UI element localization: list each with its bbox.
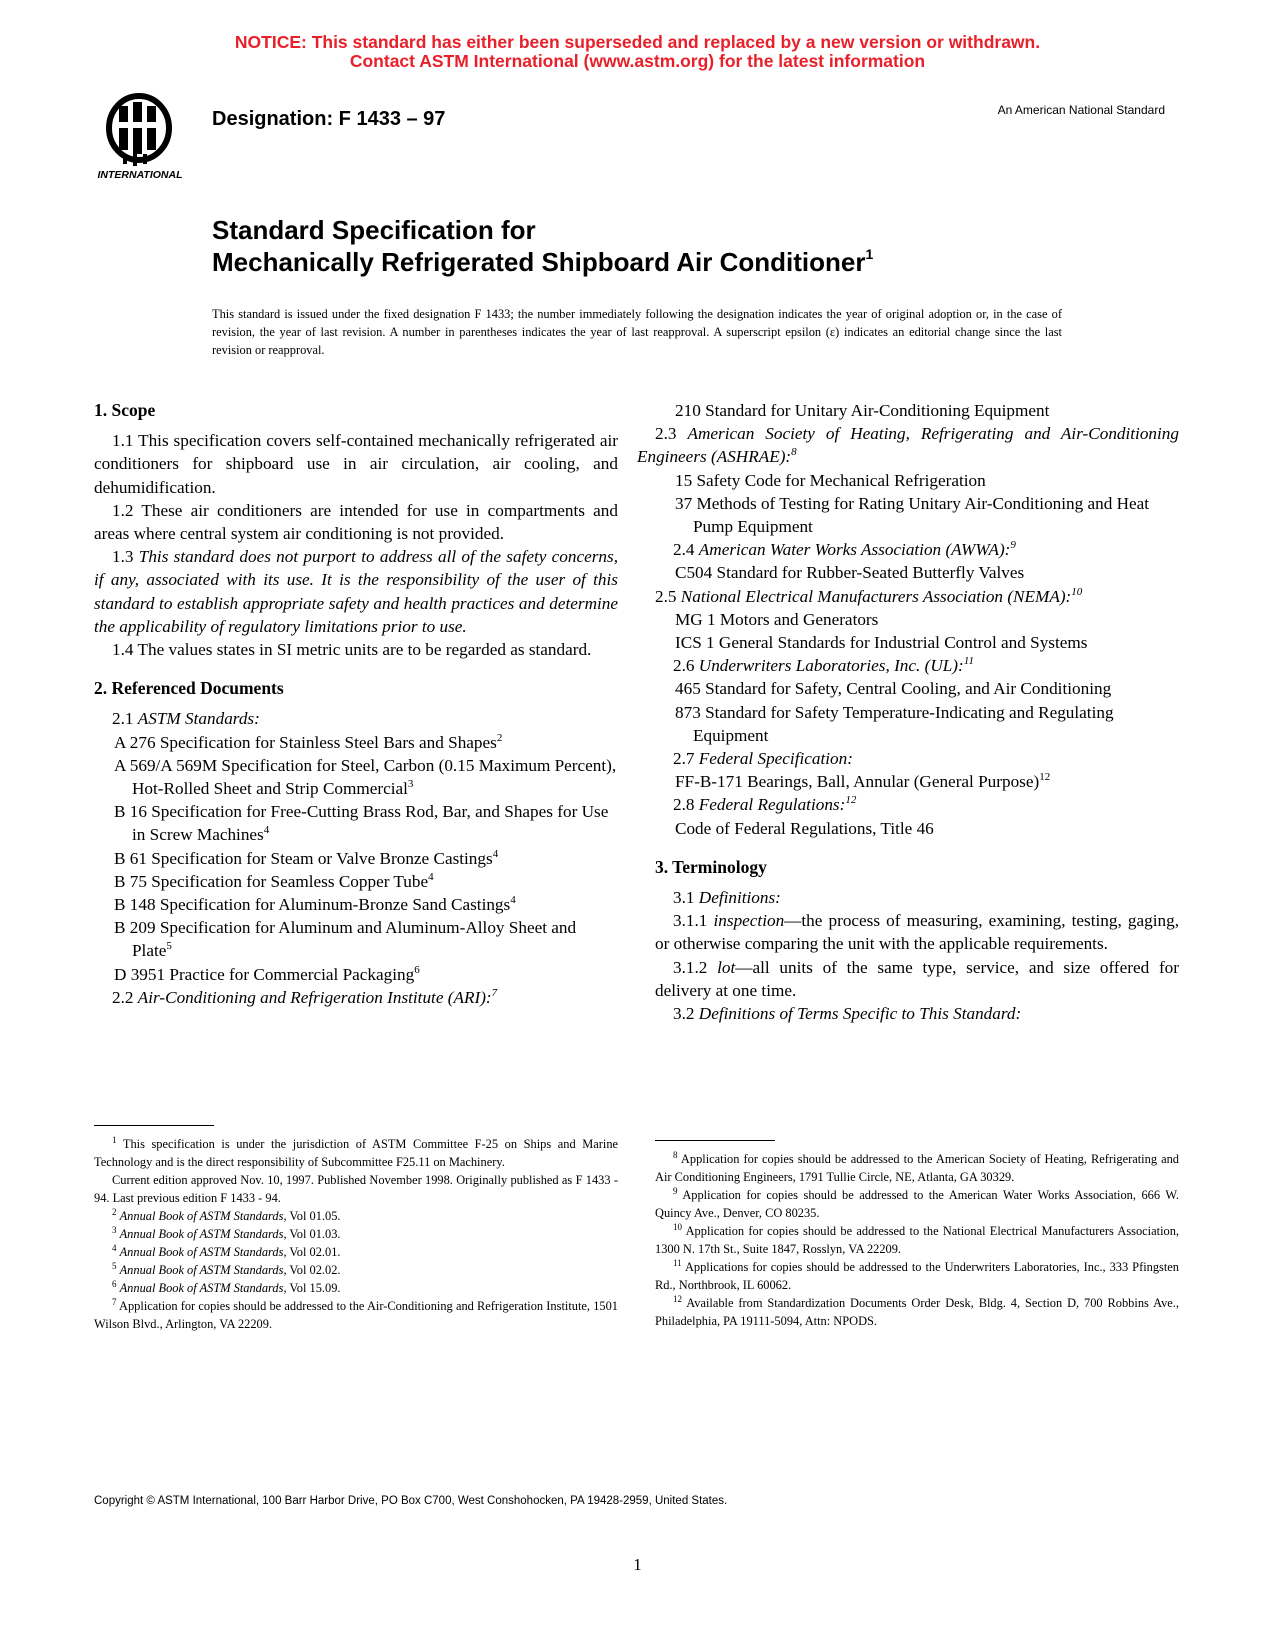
ul-item: 873 Standard for Safety Temperature-Indicating and Regulating Equipment	[675, 702, 1114, 745]
ashrae-label: 2.3 American Society of Heating, Refrigerating and Air-Conditioning Engineers (ASHRAE):$^8$	[637, 424, 1179, 467]
astm-logo-icon	[93, 92, 193, 184]
astm-standards-label: 2.1 ASTM Standards:	[112, 709, 260, 729]
ul-item: 465 Standard for Safety, Central Cooling, and Air Conditioning	[675, 679, 1112, 699]
contact-footnote: $^9$ Application for copies should be addressed to the American Water Works Association, 666 W. Quincy Ave., Denver, CO 80235.	[655, 1186, 1180, 1220]
right-column	[637, 399, 1179, 1025]
fedreg-item: Code of Federal Regulations, Title 46	[675, 818, 934, 838]
astm-standard-item: B 16 Specification for Free-Cutting Brass Rod, Bar, and Shapes for Use in Screw Machines$^4$	[114, 802, 609, 845]
astm-standard-item: B 148 Specification for Aluminum-Bronze Sand Castings$^4$	[114, 894, 516, 915]
nema-item: ICS 1 General Standards for Industrial Control and Systems	[675, 633, 1088, 653]
astm-standard-item: B 75 Specification for Seamless Copper Tube$^4$	[114, 870, 434, 891]
ashrae-item: 15 Safety Code for Mechanical Refrigeration	[675, 470, 986, 490]
page-number: 1	[633, 1555, 642, 1574]
scope-1-2: 1.2 These air conditioners are intended for use in compartments and areas where central system air conditioning is not provided.	[94, 500, 618, 544]
astm-standard-item: A 276 Specification for Stainless Steel Bars and Shapes$^2$	[114, 731, 503, 752]
scope-1-1: 1.1 This specification covers self-contained mechanically refrigerated air conditioners for shipboard use in air circulation, air cooling, and dehumidification.	[94, 431, 618, 497]
ul-label: 2.6 Underwriters Laboratories, Inc. (UL):$^{11}$	[673, 655, 974, 676]
definition-inspection: 3.1.1 inspection—the process of measuring, examining, testing, gaging, or otherwise comparing the unit with the applicable requirements.	[655, 911, 1179, 954]
preface-note: This standard is issued under the fixed designation F 1433; the number immediately following the designation indicates the year of original adoption or, in the case of revision, the year of last revision. A number in parentheses indicates the year of last reapproval. A superscript epsilon (ε) indicates an editorial change since the last revision or reapproval.	[212, 307, 1062, 357]
volume-footnote: $^2$ Annual Book of ASTM Standards, Vol 01.05.	[112, 1207, 341, 1223]
volume-footnote: $^6$ Annual Book of ASTM Standards, Vol 15.09.	[112, 1279, 341, 1295]
notice-line-2: Contact ASTM International (www.astm.org) for the latest information	[349, 51, 926, 71]
ari-label: 2.2 Air-Conditioning and Refrigeration Institute (ARI):$^7$	[112, 986, 498, 1007]
copyright-line: Copyright © ASTM International, 100 Barr Harbor Drive, PO Box C700, West Conshohocken, PA 19428-2959, United States.	[94, 1495, 728, 1507]
contact-footnotes	[655, 1150, 1179, 1330]
definitions-label: 3.1 Definitions:	[673, 888, 781, 908]
title-line-1: Standard Specification for	[212, 215, 536, 245]
withdrawal-notice	[0, 33, 1275, 71]
nema-item: MG 1 Motors and Generators	[675, 609, 879, 629]
designation: Designation: F 1433 – 97	[212, 108, 446, 130]
footnote-divider	[655, 1140, 775, 1141]
astm-standard-item: B 209 Specification for Aluminum and Aluminum-Alloy Sheet and Plate$^5$	[114, 918, 577, 961]
footnote-divider	[94, 1125, 214, 1126]
terminology-heading: 3. Terminology	[655, 856, 767, 877]
volume-footnotes	[94, 1207, 618, 1297]
volume-footnote: $^3$ Annual Book of ASTM Standards, Vol 01.03.	[112, 1225, 341, 1241]
page-title	[212, 214, 873, 278]
volume-footnote: $^5$ Annual Book of ASTM Standards, Vol 02.02.	[112, 1261, 341, 1277]
footnotes-right	[655, 1140, 1179, 1330]
astm-standards-list	[94, 731, 618, 986]
awwa-item: C504 Standard for Rubber-Seated Butterfly Valves	[675, 563, 1025, 583]
logo-text: INTERNATIONAL	[97, 169, 183, 181]
ari-item: 210 Standard for Unitary Air-Conditioning Equipment	[675, 401, 1050, 420]
national-standard-label: An American National Standard	[997, 103, 1165, 117]
contact-footnote: $^8$ Application for copies should be addressed to the American Society of Heating, Refrigerating and Air Conditioning Engineers, 1791 Tullie Circle, NE, Atlanta, GA 30329.	[655, 1150, 1179, 1184]
scope-heading: 1. Scope	[94, 400, 156, 420]
volume-footnote: $^4$ Annual Book of ASTM Standards, Vol 02.01.	[112, 1243, 341, 1259]
specific-definitions-label: 3.2 Definitions of Terms Specific to This Standard:	[673, 1004, 1022, 1024]
footnotes-left	[94, 1125, 618, 1333]
contact-footnote: $^{12}$ Available from Standardization Documents Order Desk, Bldg. 4, Section D, 700 Robbins Ave., Philadelphia, PA 19111-5094, Attn: NPODS.	[655, 1294, 1179, 1328]
astm-standard-item: B 61 Specification for Steam or Valve Bronze Castings$^4$	[114, 847, 499, 868]
footnote-1-edition: Current edition approved Nov. 10, 1997. Published November 1998. Originally published as F 1433 - 94. Last previous edition F 1433 - 94.	[94, 1173, 618, 1205]
title-line-2: Mechanically Refrigerated Shipboard Air Conditioner$^1$	[212, 246, 874, 277]
contact-footnote: $^{10}$ Application for copies should be addressed to the National Electrical Manufacturers Association, 1300 N. 17th St., Suite 1847, Rosslyn, VA 22209.	[655, 1222, 1179, 1256]
footnote-1: $^1$ This specification is under the jurisdiction of ASTM Committee F-25 on Ships and Marine Technology and is the direct responsibility of Subcommittee F25.11 on Machinery.	[94, 1135, 619, 1169]
astm-standard-item: D 3951 Practice for Commercial Packaging$^6$	[114, 963, 420, 984]
title-footnote-mark: 1	[865, 246, 874, 262]
scope-1-3: 1.3 This standard does not purport to address all of the safety concerns, if any, associated with its use. It is the responsibility of the user of this standard to establish appropriate safety and health practices and determine the applicability of regulatory limitations prior to use.	[94, 547, 619, 636]
astm-standard-item: A 569/A 569M Specification for Steel, Carbon (0.15 Maximum Percent), Hot-Rolled Sheet and Strip Commercial$^3$	[114, 755, 617, 799]
left-column	[94, 399, 618, 1009]
footnote-7: $^7$ Application for copies should be addressed to the Air-Conditioning and Refrigeration Institute, 1501 Wilson Blvd., Arlington, VA 22209.	[94, 1297, 618, 1331]
scope-1-4: 1.4 The values states in SI metric units are to be regarded as standard.	[112, 640, 592, 660]
fedreg-label: 2.8 Federal Regulations:$^{12}$	[673, 794, 857, 815]
referenced-documents-heading: 2. Referenced Documents	[94, 678, 284, 699]
contact-footnote: $^{11}$ Applications for copies should be addressed to the Underwriters Laboratories, Inc., 333 Pfingsten Rd., Northbrook, IL 60062.	[655, 1258, 1179, 1292]
awwa-label: 2.4 American Water Works Association (AWWA):$^9$	[673, 539, 1016, 560]
definition-lot: 3.1.2 lot—all units of the same type, service, and size offered for delivery at one time.	[655, 957, 1179, 1000]
fedspec-item: FF-B-171 Bearings, Ball, Annular (General Purpose)$^{12}$	[675, 771, 1051, 792]
fedspec-label: 2.7 Federal Specification:	[673, 749, 853, 769]
notice-line-1: NOTICE: This standard has either been superseded and replaced by a new version or withdrawn.	[234, 32, 1041, 52]
nema-label: 2.5 National Electrical Manufacturers Association (NEMA):$^{10}$	[655, 585, 1083, 606]
ashrae-item: 37 Methods of Testing for Rating Unitary Air-Conditioning and Heat Pump Equipment	[675, 493, 1150, 537]
